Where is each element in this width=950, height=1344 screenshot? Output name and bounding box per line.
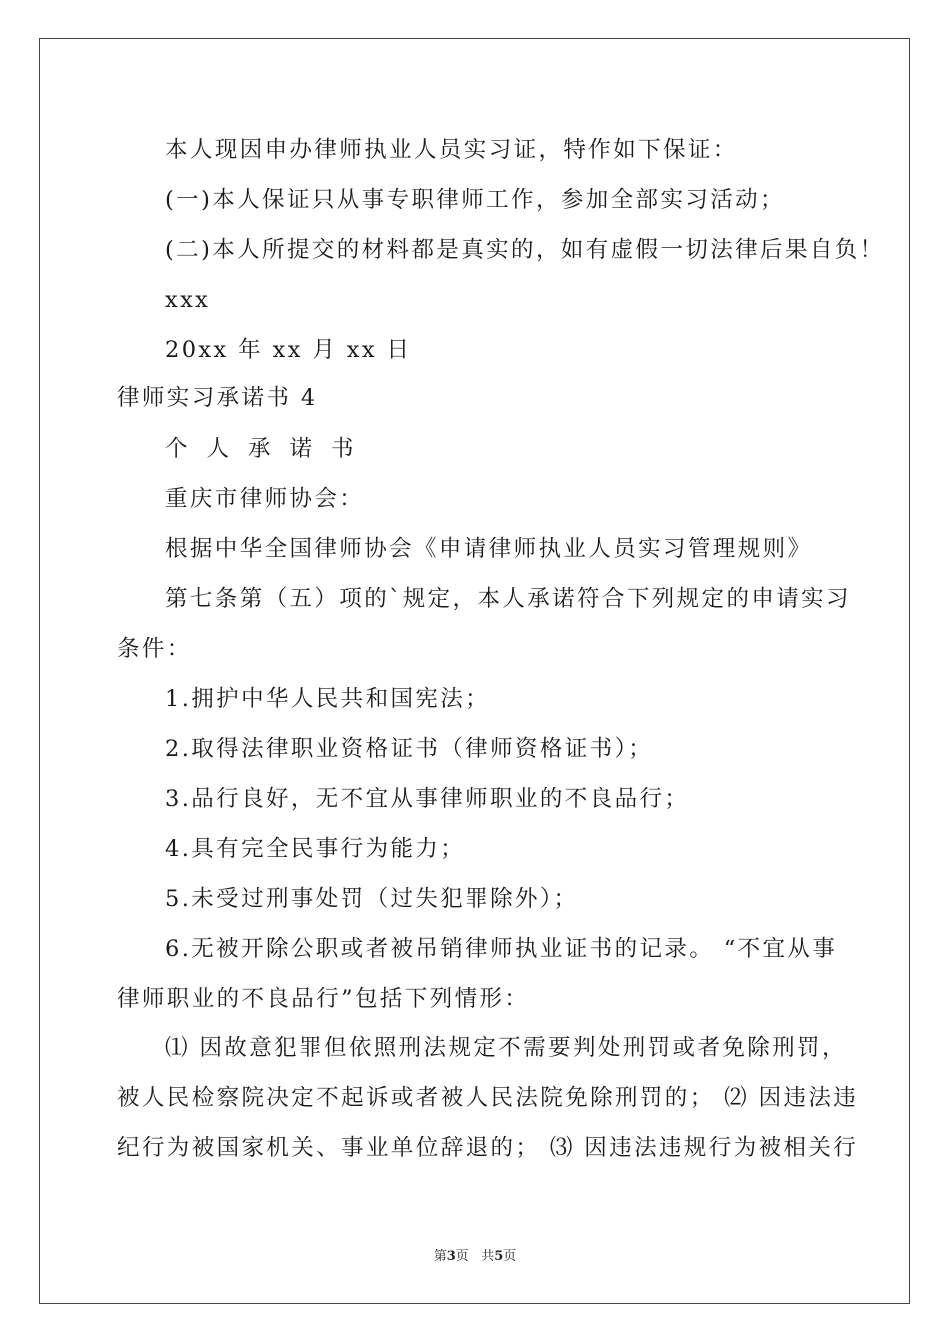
text-line: ⑴ 因故意犯罪但依照刑法规定不需要判处刑罚或者免除刑罚，: [165, 1035, 847, 1061]
list-item: 1.拥护中华人民共和国宪法；: [165, 686, 491, 712]
text-line: 被人民检察院决定不起诉或者被人民法院免除刑罚的； ⑵ 因违法违: [117, 1085, 859, 1111]
text-line: 本人现因申办律师执业人员实习证，特作如下保证：: [165, 137, 738, 163]
signature-name: xxx: [165, 287, 211, 313]
text-line: (一)本人保证只从事专职律师工作，参加全部实习活动；: [165, 187, 785, 213]
text-line: (二)本人所提交的材料都是真实的，如有虚假一切法律后果自负！: [165, 237, 885, 263]
text-line: 条件：: [117, 636, 192, 662]
text-line: 纪行为被国家机关、事业单位辞退的； ⑶ 因违法违规行为被相关行: [117, 1135, 859, 1161]
section-heading: 律师实习承诺书 4: [117, 385, 318, 411]
text-line: 律师职业的不良品行”包括下列情形：: [117, 986, 530, 1012]
list-item: 3.品行良好，无不宜从事律师职业的不良品行；: [165, 786, 690, 812]
footer-middle: 页 共: [455, 1249, 495, 1264]
list-item: 4.具有完全民事行为能力；: [165, 836, 466, 862]
page-frame: [39, 38, 910, 1304]
text-line: 第七条第（五）项的`规定，本人承诺符合下列规定的申请实习: [165, 586, 851, 612]
total-pages-number: 5: [494, 1249, 504, 1264]
list-item: 6.无被开除公职或者被吊销律师执业证书的记录。 “不宜从事: [165, 936, 838, 962]
document-title: 个人承诺书: [165, 436, 373, 462]
signature-date: 20xx 年 xx 月 xx 日: [165, 337, 412, 363]
list-item: 5.未受过刑事处罚（过失犯罪除外）；: [165, 886, 579, 912]
list-item: 2.取得法律职业资格证书（律师资格证书）；: [165, 736, 654, 762]
footer-prefix: 第: [433, 1249, 447, 1264]
current-page-number: 3: [446, 1249, 456, 1264]
footer-suffix: 页: [503, 1249, 517, 1264]
addressee: 重庆市律师协会：: [165, 486, 365, 512]
text-line: 根据中华全国律师协会《申请律师执业人员实习管理规则》: [165, 536, 813, 562]
page-footer: [0, 1249, 950, 1265]
